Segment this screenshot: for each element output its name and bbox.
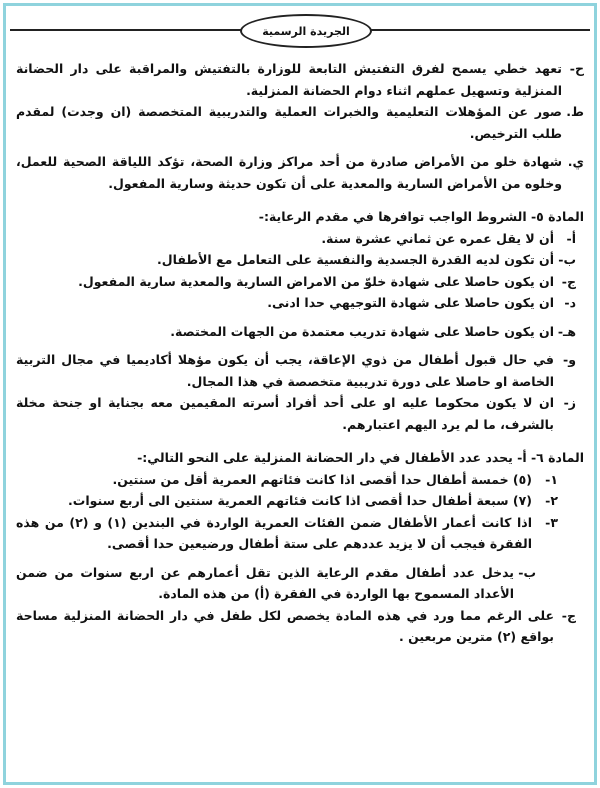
item-text: اذا كانت أعمار الأطفال ضمن الفئات العمرية الواردة في البندين (١) و (٢) من هذه الفقرة فيجب أن لا يزيد عددهم على ستة أطفال ورضيعين حدا أقصى. bbox=[16, 514, 533, 551]
list-item bbox=[16, 605, 584, 648]
list-item bbox=[16, 58, 584, 101]
item-text: (٥) خمسة أطفال حدا أقصى اذا كانت فئاتهم العمرية أقل من سنتين. bbox=[112, 471, 532, 487]
item-marker: ١- bbox=[545, 471, 558, 487]
document-body bbox=[16, 58, 584, 648]
list-item bbox=[16, 249, 584, 271]
list-item bbox=[16, 469, 584, 491]
item-marker: ج- bbox=[561, 607, 576, 623]
list-item bbox=[16, 292, 584, 314]
list-item bbox=[16, 512, 584, 555]
item-text: أن تكون لديه القدرة الجسدية والنفسية على التعامل مع الأطفال. bbox=[157, 252, 554, 267]
item-marker: ط. bbox=[566, 104, 584, 119]
item-text: شهادة خلو من الأمراض صادرة من أحد مراكز وزارة الصحة، تؤكد اللياقة الصحية للعمل، وخلوه من الأمراض السارية والمعدية على أن تكون حديثة وسارية المفعول. bbox=[16, 154, 562, 191]
item-marker: و- bbox=[563, 352, 576, 367]
item-marker: ز- bbox=[563, 395, 576, 410]
list-item bbox=[16, 392, 584, 435]
item-text: ان يكون حاصلا على شهادة خلوّ من الامراض السارية والمعدية سارية المفعول. bbox=[78, 273, 554, 289]
item-marker: أ- bbox=[566, 230, 576, 246]
item-marker: ي. bbox=[567, 154, 584, 169]
item-text: ان يكون حاصلا على شهادة تدريب معتمدة من الجهات المختصة. bbox=[170, 323, 554, 339]
item-marker: ح- bbox=[569, 61, 584, 76]
list-item bbox=[16, 101, 584, 144]
list-item bbox=[16, 490, 584, 512]
item-marker: ٢- bbox=[545, 493, 558, 508]
list-item bbox=[16, 271, 584, 293]
article-5-heading: المادة ٥- الشروط الواجب توافرها في مقدم الرعاية:- bbox=[258, 209, 584, 224]
item-text: ان لا يكون محكوما عليه او على أحد أفراد أسرته المقيمين معه بجناية او جنحة مخلة بالشرف، ما لم يرد اليهم اعتبارهم. bbox=[16, 395, 554, 432]
article-6-heading: المادة ٦- أ- يحدد عدد الأطفال في دار الحضانة المنزلية على النحو التالي:- bbox=[137, 450, 584, 465]
item-text: (٧) سبعة أطفال حدا أقصى اذا كانت فئاتهم العمرية سنتين الى أربع سنوات. bbox=[68, 493, 532, 508]
item-text: تعهد خطي يسمح لفرق التفتيش التابعة للوزارة بالتفتيش والمراقبة على دار الحضانة المنزلية وتسهيل عملهم اثناء دوام الحضانة المنزلية. bbox=[16, 61, 562, 98]
item-marker: ب- bbox=[558, 252, 576, 267]
item-marker: د- bbox=[564, 295, 576, 310]
gazette-title-text: الجريدة الرسمية bbox=[262, 24, 350, 38]
item-text: ان يكون حاصلا على شهادة التوجيهي حدا ادنى. bbox=[267, 295, 554, 310]
list-item bbox=[16, 228, 584, 250]
item-text: أن لا يقل عمره عن ثماني عشرة سنة. bbox=[321, 230, 554, 246]
list-item bbox=[16, 349, 584, 392]
list-item bbox=[16, 562, 584, 605]
gazette-title bbox=[240, 14, 372, 48]
item-text: يدخل عدد أطفال مقدم الرعاية الذين تقل أعمارهم عن اربع سنوات من ضمن الأعداد المسموح بها الواردة في الفقرة (أ) من هذه المادة. bbox=[16, 564, 514, 601]
list-item bbox=[16, 151, 584, 194]
list-item bbox=[16, 321, 584, 343]
item-text: صور عن المؤهلات التعليمية والخبرات العملية والتدريبية المتخصصة (ان وجدت) لمقدم طلب الترخيص. bbox=[16, 104, 562, 141]
item-marker: ٣- bbox=[545, 514, 558, 530]
item-marker: ج- bbox=[561, 273, 576, 289]
item-marker: هـ- bbox=[557, 323, 576, 339]
item-text: في حال قبول أطفال من ذوي الإعاقة، يجب أن يكون مؤهلا أكاديميا في مجال التربية الخاصة او حاصلا على دورة تدريبية متخصصة في هذا المجال. bbox=[16, 352, 554, 389]
item-marker: ب- bbox=[518, 564, 536, 580]
item-text: على الرغم مما ورد في هذه المادة يخصص لكل طفل في دار الحضانة المنزلية مساحة بواقع (٢) مترين مربعين . bbox=[16, 607, 554, 644]
